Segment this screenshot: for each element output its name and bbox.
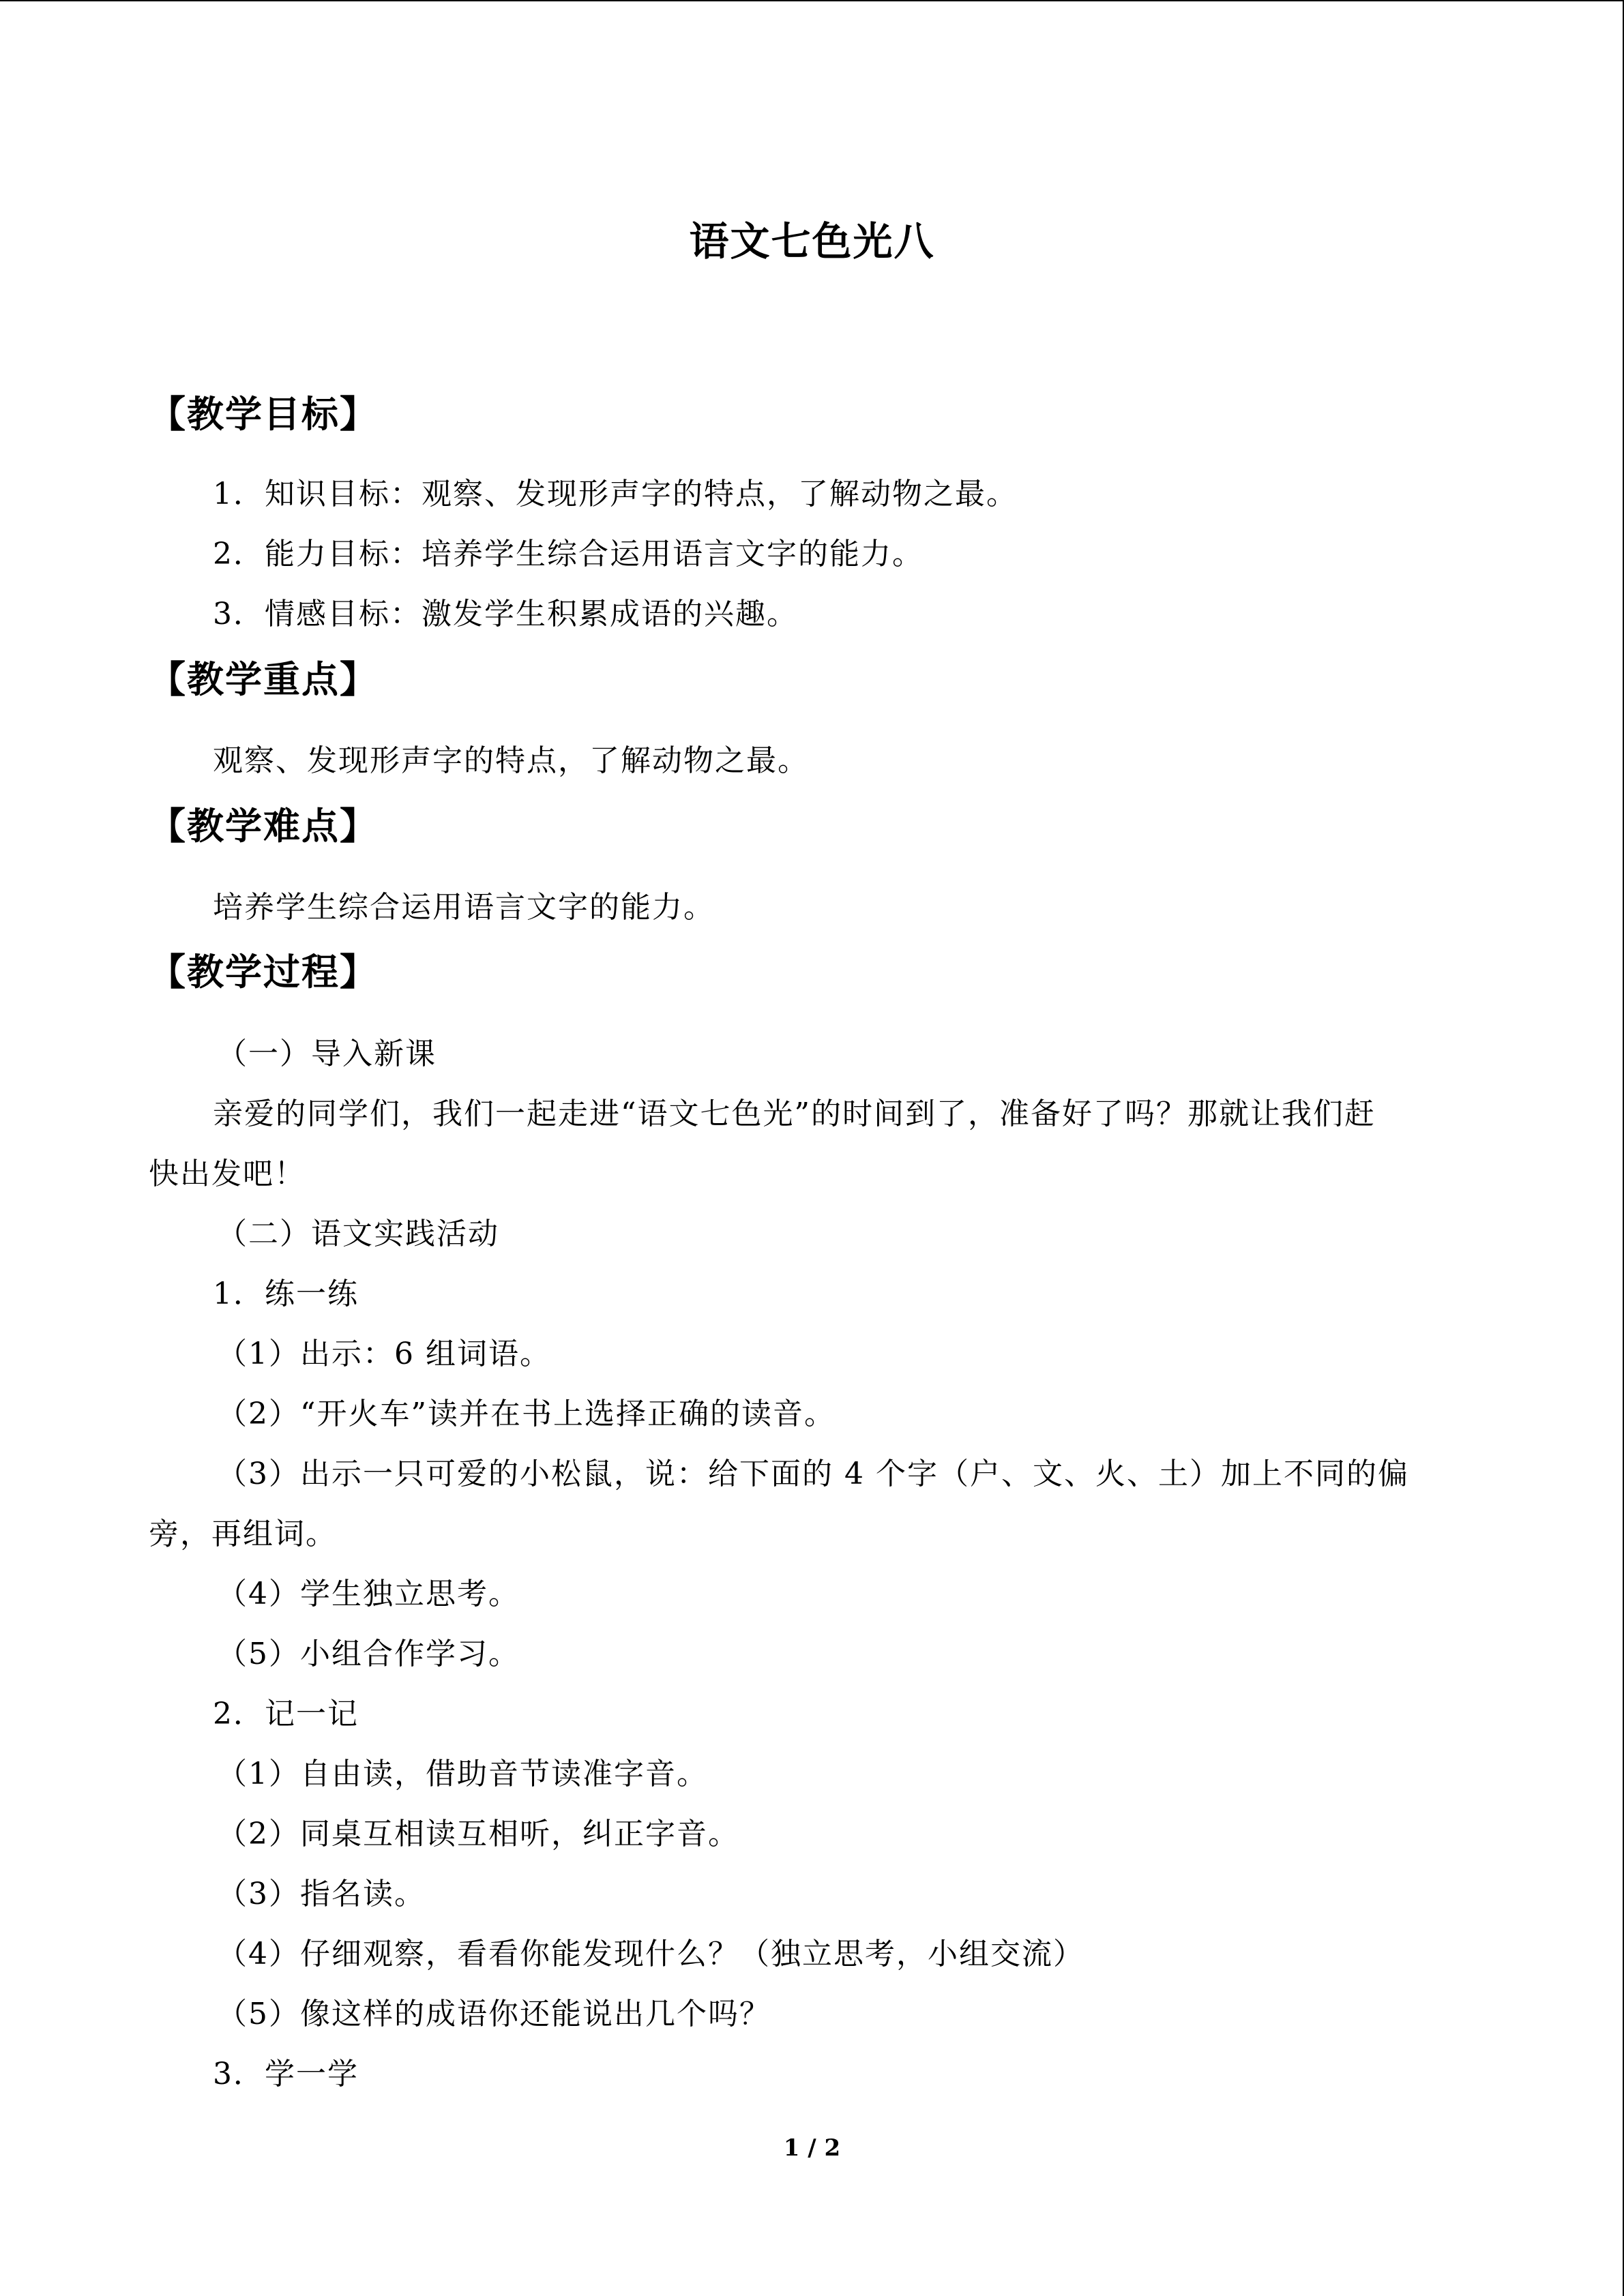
heading-teaching-objectives: 【教学目标】 xyxy=(149,392,378,436)
process-line: （2）“开火车”读并在书上选择正确的读音。 xyxy=(217,1397,836,1431)
process-line: （3）指名读。 xyxy=(217,1877,426,1911)
process-line: （一）导入新课 xyxy=(217,1037,437,1071)
process-line: 快出发吧！ xyxy=(149,1157,306,1191)
key-points-text: 观察、发现形声字的特点，了解动物之最。 xyxy=(213,743,809,778)
process-line: （1）自由读，借助音节读准字音。 xyxy=(217,1757,708,1791)
process-line: （4）仔细观察，看看你能发现什么？（独立思考，小组交流） xyxy=(217,1937,1084,1971)
process-line: 亲爱的同学们，我们一起走进“语文七色光”的时间到了，准备好了吗？那就让我们赶 xyxy=(213,1097,1376,1131)
process-line: （2）同桌互相读互相听，纠正字音。 xyxy=(217,1817,739,1851)
process-line: （4）学生独立思考。 xyxy=(217,1577,520,1611)
process-line: 1．练一练 xyxy=(213,1277,359,1311)
heading-key-points: 【教学重点】 xyxy=(149,657,378,701)
document-title: 语文七色光八 xyxy=(689,218,935,265)
process-line: （1）出示：6 组词语。 xyxy=(217,1337,551,1371)
objective-item-3: 3．情感目标：激发学生积累成语的兴趣。 xyxy=(213,597,798,631)
page-number: 1 / 2 xyxy=(783,2134,841,2162)
objective-item-1: 1．知识目标：观察、发现形声字的特点，了解动物之最。 xyxy=(213,477,1018,511)
process-line: 旁，再组词。 xyxy=(149,1517,337,1551)
process-line: 2．记一记 xyxy=(213,1697,359,1731)
heading-difficulties: 【教学难点】 xyxy=(149,804,378,848)
difficulties-text: 培养学生综合运用语言文字的能力。 xyxy=(213,890,715,925)
process-line: （5）小组合作学习。 xyxy=(217,1637,520,1671)
objective-item-2: 2．能力目标：培养学生综合运用语言文字的能力。 xyxy=(213,537,924,571)
process-line: （5）像这样的成语你还能说出几个吗？ xyxy=(217,1997,771,2031)
process-line: 3．学一学 xyxy=(213,2057,359,2091)
heading-teaching-process: 【教学过程】 xyxy=(149,950,378,994)
process-line: （3）出示一只可爱的小松鼠，说：给下面的 4 个字（户、文、火、土）加上不同的偏 xyxy=(217,1457,1409,1491)
process-line: （二）语文实践活动 xyxy=(217,1217,499,1251)
